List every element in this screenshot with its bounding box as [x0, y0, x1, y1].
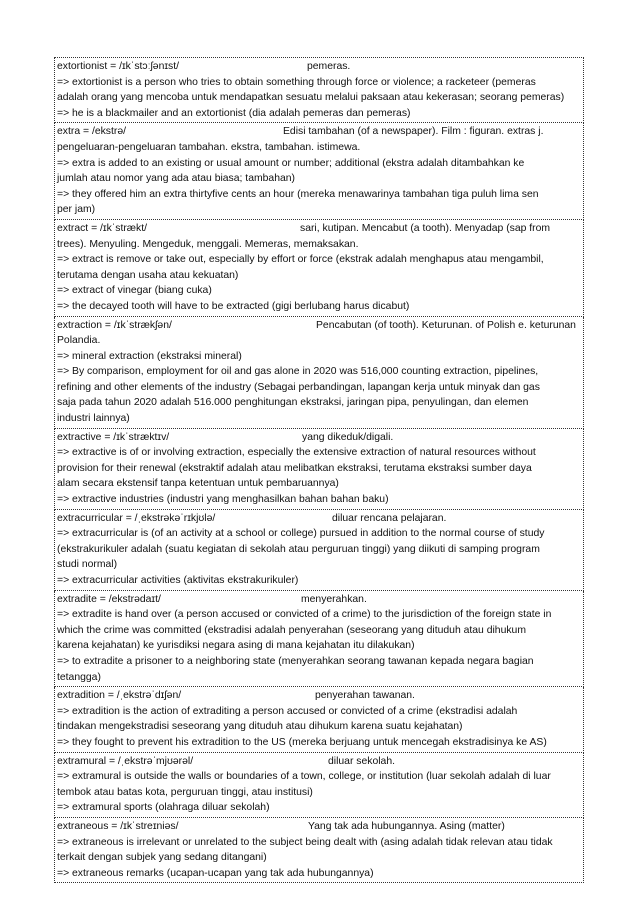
- entry-line: => they fought to prevent his extradition to the US (mereka berjuang untuk mencegah ekstradisinya ke AS): [57, 736, 547, 748]
- entry-line: terutama dengan usaha atau kekuatan): [57, 269, 239, 281]
- entry-line: refining and other elements of the industry (Sebagai perbandingan, lapangan kerja untuk minyak dan gas: [57, 381, 540, 393]
- entry-header: [57, 754, 581, 770]
- headword-pronunciation: extradition = /ˌekstrəˈdɪʃən/: [57, 690, 182, 702]
- entry-header: [57, 430, 581, 446]
- entry-header: [57, 318, 581, 334]
- entry-line: studi normal): [57, 559, 118, 571]
- translation: menyerahkan.: [301, 593, 367, 605]
- entry-line: => the decayed tooth will have to be extracted (gigi berlubang harus dicabut): [57, 300, 410, 312]
- translation: yang dikeduk/digali.: [302, 431, 394, 443]
- entry-line: => extract of vinegar (biang cuka): [57, 285, 212, 297]
- entry-line: tindakan mengekstradisi seseorang yang dituduh atau dihukum karena suatu kejahatan): [57, 721, 463, 733]
- translation: sari, kutipan. Mencabut (a tooth). Menyadap (sap from: [300, 222, 551, 234]
- dictionary-entry: [54, 687, 584, 752]
- headword-pronunciation: extra = /ekstrə/: [57, 126, 127, 138]
- entry-line: provision for their renewal (ekstraktif adalah atau melibatkan ekstraksi, terutama ekstraksi sumber daya: [57, 462, 532, 474]
- entry-line: => extractive is of or involving extraction, especially the extensive extraction of natural resources without: [57, 447, 536, 459]
- entry-header: [57, 59, 581, 75]
- translation: penyerahan tawanan.: [315, 690, 415, 702]
- entry-line: Polandia.: [57, 335, 101, 347]
- entry-line: adalah orang yang mencoba untuk mendapatkan sesuatu melalui paksaan atau kekerasan; seorang pemeras): [57, 92, 565, 104]
- entry-header: [57, 124, 581, 140]
- headword-pronunciation: extradite = /ekstrədaɪt/: [57, 593, 161, 605]
- dictionary-page: [54, 57, 584, 883]
- entry-header: [57, 592, 581, 608]
- entry-line: terkait dengan subjek yang sedang ditangani): [57, 852, 267, 864]
- entry-line: karena kejahatan) ke yurisdiksi negara asing di mana kejahatan itu dilakukan): [57, 640, 415, 652]
- entry-line: tembok atau batas kota, perguruan tinggi, atau institusi): [57, 786, 313, 798]
- entry-line: tetangga): [57, 671, 101, 683]
- entry-line: => extraneous remarks (ucapan-ucapan yang tak ada hubungannya): [57, 867, 374, 879]
- dictionary-entry: [54, 818, 584, 883]
- entry-line: => extradite is hand over (a person accused or convicted of a crime) to the jurisdiction of the foreign state in: [57, 609, 552, 621]
- entry-header: [57, 688, 581, 704]
- entry-line: => extract is remove or take out, especially by effort or force (ekstrak adalah menghapus atau mengambil,: [57, 254, 544, 266]
- dictionary-entry: [54, 429, 584, 510]
- entry-line: => extracurricular activities (aktivitas ekstrakurikuler): [57, 575, 299, 586]
- entry-header: [57, 819, 581, 835]
- headword-pronunciation: extracurricular = /ˌekstrəkəˈrɪkjʊlə/: [57, 512, 216, 524]
- headword-pronunciation: extortionist = /ɪkˈstɔːʃənɪst/: [57, 61, 180, 72]
- entry-line: industri lainnya): [57, 413, 130, 425]
- entry-line: => extra is added to an existing or usual amount or number; additional (ekstra adalah ditambahkan ke: [57, 157, 525, 169]
- entry-line: => By comparison, employment for oil and gas alone in 2020 was 516,000 counting extraction, pipelines,: [57, 366, 539, 378]
- entry-line: alam secara ekstensif tanpa ketentuan untuk pembaruannya): [57, 478, 339, 490]
- entry-line: => extradition is the action of extraditing a person accused or convicted of a crime (ekstradisi adalah: [57, 705, 518, 717]
- entry-line: => mineral extraction (ekstraksi mineral): [57, 350, 242, 362]
- entry-line: jumlah atau nomor yang ada atau biasa; tambahan): [57, 173, 295, 185]
- entry-line: => they offered him an extra thirtyfive cents an hour (mereka menawarinya tambahan tiga puluh lima sen: [57, 188, 539, 200]
- entry-line: => to extradite a prisoner to a neighboring state (menyerahkan seorang tawanan kepada negara bagian: [57, 655, 534, 667]
- entry-line: => extramural sports (olahraga diluar sekolah): [57, 802, 270, 814]
- dictionary-entry: [54, 123, 584, 220]
- headword-pronunciation: extractive = /ɪkˈstræktɪv/: [57, 431, 170, 443]
- translation: pemeras.: [307, 61, 351, 72]
- headword-pronunciation: extramural = /ˌekstrəˈmjʊərəl/: [57, 755, 194, 767]
- headword-pronunciation: extract = /ɪkˈstrækt/: [57, 222, 148, 234]
- dictionary-entry: [54, 57, 584, 123]
- dictionary-entry: [54, 220, 584, 317]
- entry-header: [57, 511, 581, 527]
- translation: Pencabutan (of tooth). Keturunan. of Polish e. keturunan: [316, 319, 576, 331]
- entry-line: => extortionist is a person who tries to obtain something through force or violence; a racketeer (pemeras: [57, 76, 536, 88]
- translation: Edisi tambahan (of a newspaper). Film : figuran. extras j.: [283, 126, 544, 138]
- translation: diluar sekolah.: [328, 755, 396, 767]
- translation: diluar rencana pelajaran.: [332, 512, 447, 524]
- dictionary-entry: [54, 317, 584, 429]
- headword-pronunciation: extraction = /ɪkˈstrækʃən/: [57, 319, 172, 331]
- entry-line: which the crime was committed (ekstradisi adalah penyerahan (seseorang yang dituduh atau dihukum: [57, 624, 526, 636]
- entry-line: (ekstrakurikuler adalah (suatu kegiatan di sekolah atau perguruan tinggi) yang diikuti di samping program: [57, 543, 540, 555]
- entry-line: => extramural is outside the walls or boundaries of a town, college, or institution (luar sekolah adalah di luar: [57, 771, 551, 783]
- dictionary-entry: [54, 510, 584, 591]
- entry-line: trees). Menyuling. Mengeduk, menggali. Memeras, memaksakan.: [57, 238, 359, 250]
- entry-line: => extraneous is irrelevant or unrelated to the subject being dealt with (asing adalah tidak relevan atau tidak: [57, 836, 553, 848]
- entry-line: => extractive industries (industri yang menghasilkan bahan bahan baku): [57, 494, 389, 506]
- dictionary-entry: [54, 753, 584, 818]
- dictionary-entry: [54, 591, 584, 688]
- entry-line: per jam): [57, 204, 96, 216]
- translation: Yang tak ada hubungannya. Asing (matter): [308, 820, 505, 832]
- entry-header: [57, 221, 581, 237]
- headword-pronunciation: extraneous = /ɪkˈstreɪniəs/: [57, 820, 179, 832]
- entry-line: => he is a blackmailer and an extortionist (dia adalah pemeras dan pemeras): [57, 107, 411, 119]
- entry-line: saja pada tahun 2020 adalah 516.000 penghitungan ekstraksi, jaringan pipa, penyulingan, dan elemen: [57, 397, 529, 409]
- entry-line: pengeluaran-pengeluaran tambahan. ekstra, tambahan. istimewa.: [57, 141, 361, 153]
- entry-line: => extracurricular is (of an activity at a school or college) pursued in addition to the normal course of study: [57, 528, 545, 540]
